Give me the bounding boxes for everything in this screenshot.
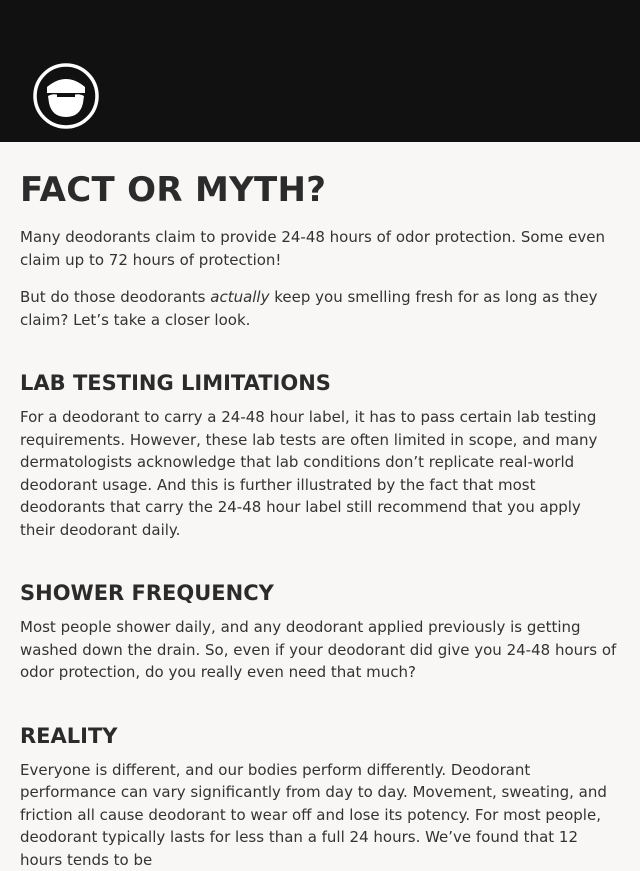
site-header — [0, 0, 640, 142]
section-heading-lab-testing: LAB TESTING LIMITATIONS — [20, 370, 620, 396]
article-content — [0, 142, 640, 871]
intro-paragraph: Many deodorants claim to provide 24-48 hours of odor protection. Some even claim up to 72 hours of protection! — [20, 226, 620, 271]
section-heading-reality: REALITY — [20, 723, 620, 749]
beard-face-logo-icon[interactable] — [33, 63, 99, 129]
section-heading-shower-frequency: SHOWER FREQUENCY — [20, 580, 620, 606]
intro-question-emphasis: actually — [210, 288, 269, 306]
section-body-lab-testing: For a deodorant to carry a 24-48 hour label, it has to pass certain lab testing requirements. However, these lab tests are often limited in scope, and many dermatologists acknowledge that lab conditions don’t replicate real-world deodorant usage. And this is further illustrated by the fact that most deodorants that carry the 24-48 hour label still recommend that you apply their deodorant daily. — [20, 406, 620, 541]
section-body-shower-frequency: Most people shower daily, and any deodorant applied previously is getting washed down the drain. So, even if your deodorant did give you 24-48 hours of odor protection, do you really even need that much? — [20, 616, 620, 684]
intro-question-text-start: But do those deodorants — [20, 288, 210, 306]
intro-question-paragraph — [20, 286, 620, 331]
intro-question-text-end: keep you smelling fresh for as long as they claim? Let’s take a closer look. — [20, 288, 597, 329]
section-body-reality: Everyone is different, and our bodies perform differently. Deodorant performance can vary significantly from day to day. Movement, sweating, and friction all cause deodorant to wear off and lose its potency. For most people, deodorant typically lasts for less than a full 24 hours. We’ve found that 12 hours tends to be — [20, 759, 620, 871]
page-title: FACT OR MYTH? — [20, 142, 620, 210]
